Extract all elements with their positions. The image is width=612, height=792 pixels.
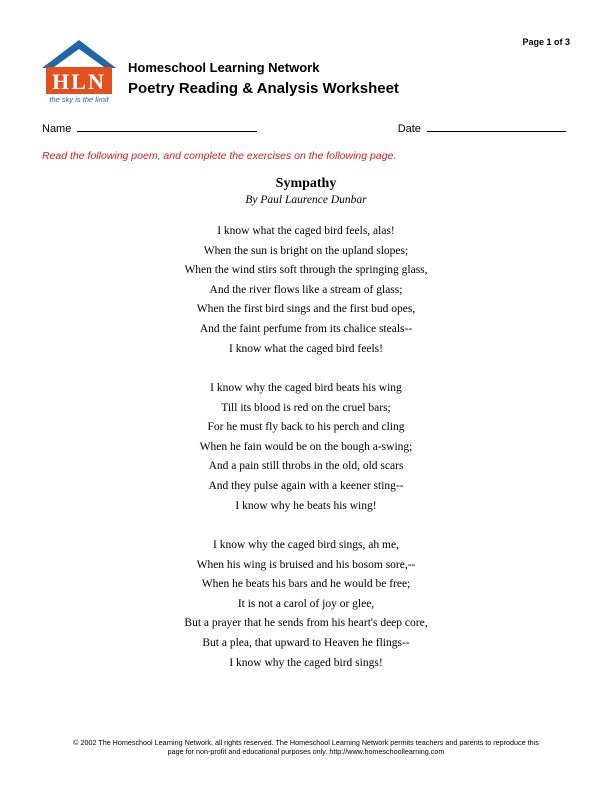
hln-logo: [42, 40, 116, 104]
poem-line: I know why the caged bird beats his wing: [210, 382, 402, 394]
poem-line: But a prayer that he sends from his heart's deep core,: [184, 617, 428, 630]
poem-line: Till its blood is red on the cruel bars;: [221, 401, 391, 414]
poem-line: When his wing is bruised and his bosom sore,--: [196, 558, 416, 571]
instructions: Read the following poem, and complete the exercises on the following page.: [42, 150, 397, 162]
name-line[interactable]: [77, 121, 257, 132]
poem-line: I know why he beats his wing!: [235, 499, 377, 512]
poem-line: For he must fly back to his perch and cling: [207, 421, 405, 434]
poem-line: And they pulse again with a keener sting--: [208, 479, 404, 492]
date-field[interactable]: [398, 121, 566, 135]
poem-line: And the faint perfume from its chalice steals--: [199, 322, 413, 335]
poem-line: But a plea, that upward to Heaven he flings--: [202, 636, 410, 649]
poem-line: When he fain would be on the bough a-swing;: [199, 440, 413, 453]
poem-line: When the wind stirs soft through the springing glass,: [184, 264, 428, 277]
poem-line: And the river flows like a stream of glass;: [209, 283, 403, 296]
footer-line-2: page for non-profit and educational purposes only. http://www.homeschoollearning.com: [167, 747, 445, 756]
stanza-1: [0, 222, 612, 359]
poem-line: When the sun is bright on the upland slopes;: [203, 244, 409, 257]
org-name: Homeschool Learning Network: [128, 60, 320, 75]
stanza-3: [0, 536, 612, 673]
poem-author: By Paul Laurence Dunbar: [245, 194, 367, 206]
poem-title: Sympathy: [275, 176, 337, 191]
date-line[interactable]: [427, 121, 566, 132]
logo-tagline: the sky is the limit: [49, 95, 109, 104]
poem-line: I know what the caged bird feels, alas!: [217, 225, 395, 237]
page-indicator: Page 1 of 3: [522, 37, 570, 47]
logo-letters: HLN: [52, 69, 106, 94]
poem-line: When the first bird sings and the first bud opes,: [196, 303, 416, 316]
poem-line: I know what the caged bird feels!: [229, 342, 383, 355]
poem-line: I know why the caged bird sings!: [229, 656, 383, 669]
worksheet-title: Poetry Reading & Analysis Worksheet: [128, 80, 399, 97]
poem-line: And a pain still throbs in the old, old scars: [208, 460, 404, 473]
name-field[interactable]: [42, 121, 257, 135]
copyright-footer: [20, 738, 592, 756]
poem-line: I know why the caged bird sings, ah me,: [213, 539, 399, 551]
footer-line-1: © 2002 The Homeschool Learning Network, all rights reserved. The Homeschool Learning Network permits teachers and parents to reproduce this: [73, 738, 539, 747]
stanza-2: [0, 379, 612, 516]
name-label: Name: [42, 123, 72, 135]
date-label: Date: [397, 123, 421, 135]
poem-line: It is not a carol of joy or glee,: [237, 597, 375, 610]
poem-line: When he beats his bars and he would be free;: [201, 578, 411, 591]
